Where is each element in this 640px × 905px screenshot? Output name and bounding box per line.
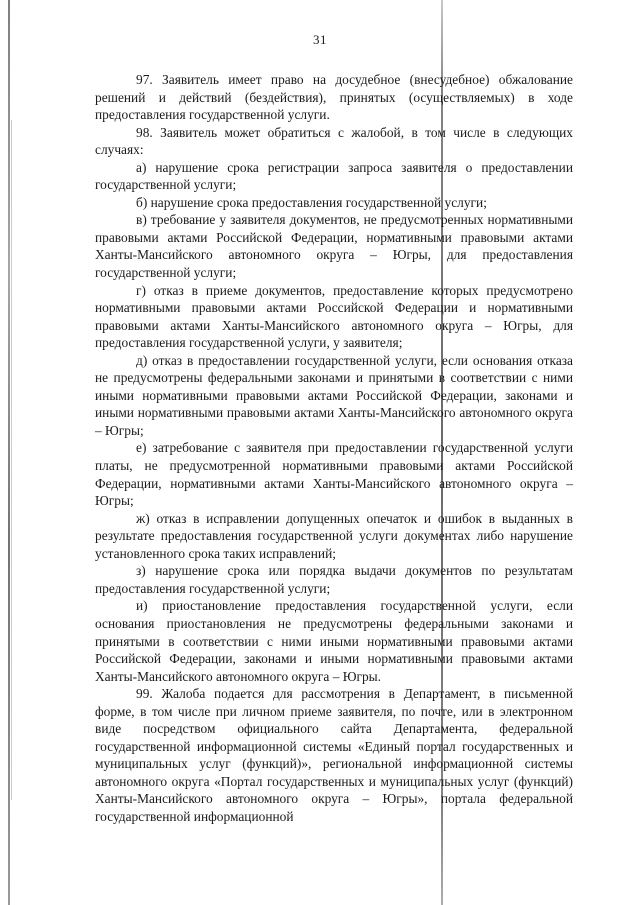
list-item-i: и) приостановление предоставления государственной услуги, если основания приостановления не предусмотрены федеральными законами и принятыми в соответствии с ними иными нормативными правовыми актами Российской Федерации, законами и иными нормативными правовыми актами Ханты-Мансийского автономного округа – Югры. xyxy=(95,598,573,684)
list-item-zh: ж) отказ в исправлении допущенных опечаток и ошибок в выданных в результате предоставления государственной услуги документах либо нарушение установленного срока таких исправлений; xyxy=(95,510,573,561)
list-item-a: а) нарушение срока регистрации запроса заявителя о предоставлении государственной услуги; xyxy=(95,159,573,193)
list-item-g: г) отказ в приеме документов, предоставление которых предусмотрено нормативными правовыми актами Российской Федерации и нормативными правовыми актами Ханты-Мансийского автономного округа – Югры, для предоставления государственной услуги, у заявителя; xyxy=(95,282,573,351)
list-item-e: е) затребование с заявителя при предоставлении государственной услуги платы, не предусмотренной нормативными правовыми актами Российской Федерации, нормативными актами Ханты-Мансийского автономного округа – Югры; xyxy=(95,440,573,509)
scan-edge-line-secondary xyxy=(11,120,12,800)
list-item-v: в) требование у заявителя документов, не предусмотренных нормативными правовыми актами Российской Федерации, нормативными правовыми актами Ханты-Мансийского автономного округа – Югры, для предоставления государственной услуги; xyxy=(95,212,573,281)
page-number: 31 xyxy=(313,32,327,47)
scan-edge-line xyxy=(8,0,10,905)
paragraph-98: 98. Заявитель может обратиться с жалобой, в том числе в следующих случаях: xyxy=(95,124,573,158)
paragraph-99: 99. Жалоба подается для рассмотрения в Департамент, в письменной форме, в том числе при личном приеме заявителя, по почте, или в электронном виде посредством официального сайта Департамента, федеральной государственной информационной системы «Единый портал государственных и муниципальных услуг (функций)», региональной информационной системы автономного округа «Портал государственных и муниципальных услуг (функций) Ханты-Мансийского автономного округа – Югры», портала федеральной государственной информационной xyxy=(95,686,573,824)
document-body xyxy=(95,71,573,826)
paragraph-97: 97. Заявитель имеет право на досудебное (внесудебное) обжалование решений и действий (бездействия), принятых (осуществляемых) в ходе предоставления государственной услуги. xyxy=(95,72,573,123)
list-item-b: б) нарушение срока предоставления государственной услуги; xyxy=(136,194,487,210)
list-item-z: з) нарушение срока или порядка выдачи документов по результатам предоставления государственной услуги; xyxy=(95,563,573,596)
list-item-d: д) отказ в предоставлении государственной услуги, если основания отказа не предусмотрены федеральными законами и принятыми в соответствии с ними иными нормативными правовыми актами Российской Федерации, законами и иными нормативными правовыми актами Ханты-Мансийского автономного округа – Югры; xyxy=(95,352,573,438)
